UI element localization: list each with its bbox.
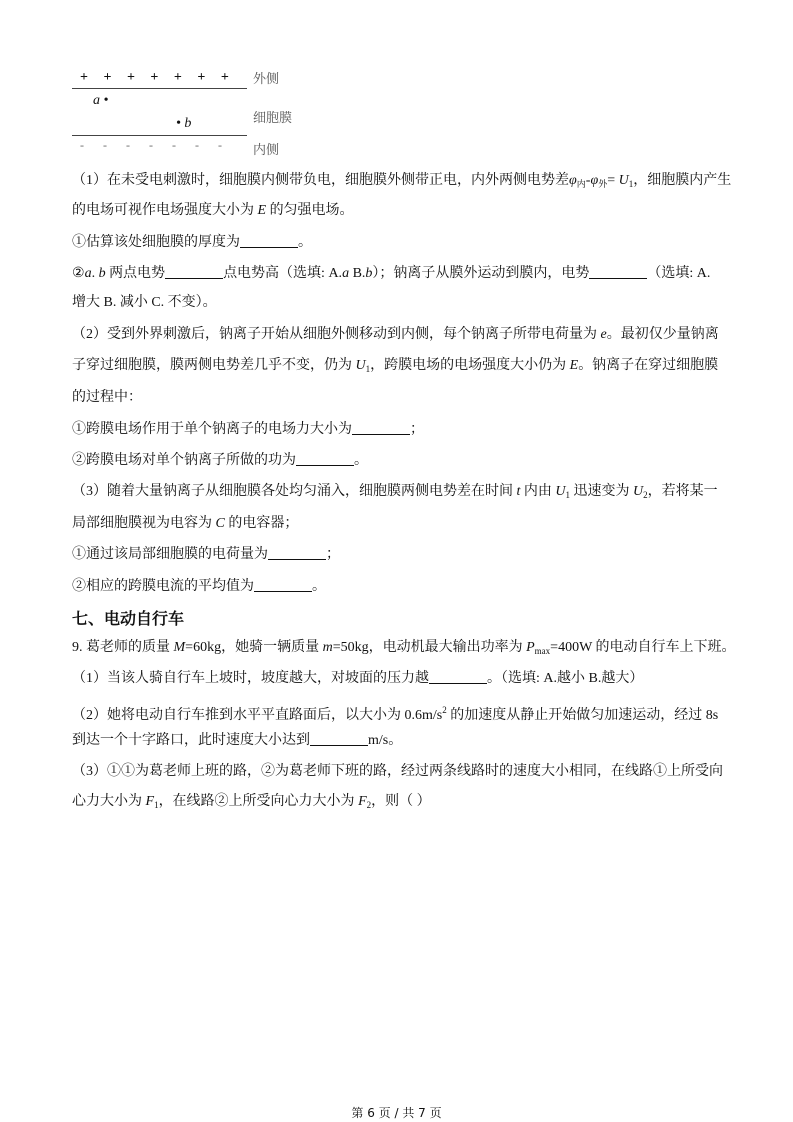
text-line (72, 731, 402, 751)
text-segment: m/s。 (368, 733, 403, 748)
text-line (72, 514, 298, 534)
text-segment: ； (326, 547, 340, 562)
subscript: 2 (643, 490, 648, 500)
text-line (72, 700, 719, 723)
subscript: 内 (576, 179, 586, 189)
text-line (72, 792, 431, 812)
text-segment: =60kg，她骑一辆质量 (185, 640, 323, 655)
cell-membrane-diagram (72, 66, 332, 161)
text-segment: 。 (312, 579, 326, 594)
text-line (72, 201, 354, 221)
text-segment: 的电容器； (224, 516, 299, 531)
text-segment: ①通过该局部细胞膜的电荷量为 (72, 547, 268, 562)
math-variable: φ (590, 173, 599, 188)
answer-blank (589, 264, 647, 279)
text-segment: （选填: A. (647, 266, 711, 281)
text-segment: B. (349, 266, 366, 281)
text-segment: ②相应的跨膜电流的平均值为 (72, 579, 254, 594)
label-membrane: 细胞膜 (253, 111, 293, 126)
label-outside: 外侧 (253, 72, 280, 87)
subscript: 1 (365, 364, 371, 374)
text-segment: （1）当该人骑自行车上坡时，坡度越大，对坡面的压力越 (72, 671, 429, 686)
text-segment: 。（选填: A.越小 B.越大） (487, 671, 644, 686)
math-variable: P (526, 640, 535, 655)
math-variable: M (173, 640, 186, 655)
text-segment: 到达一个十字路口，此时速度大小达到 (72, 733, 310, 748)
text-line (72, 451, 368, 471)
text-segment: 的电场可视作电场强度大小为 (72, 203, 258, 218)
text-segment: （1）在未受电刺激时，细胞膜内侧带负电，细胞膜外侧带正电，内外两侧电势差 (72, 173, 569, 188)
text-segment: ①估算该处细胞膜的厚度为 (72, 235, 240, 250)
answer-blank (254, 577, 312, 592)
math-variable: F (145, 794, 155, 809)
text-segment: （2）受到外界刺激后，钠离子开始从细胞外侧移动到内侧，每个钠离子所带电荷量为 (72, 327, 601, 342)
text-line (72, 171, 731, 191)
point-b: • b (176, 116, 192, 131)
text-line (72, 233, 312, 253)
text-line (72, 638, 736, 658)
section-heading: 七、电动自行车 (72, 609, 185, 628)
math-variable: a (84, 266, 92, 281)
math-variable: U (355, 358, 366, 373)
math-variable: φ (569, 173, 577, 188)
point-a-label: a (93, 93, 100, 108)
superscript: 2 (442, 705, 447, 715)
text-segment: ）；钠离子从膜外运动到膜内，电势 (372, 266, 590, 281)
text-segment: . (91, 266, 96, 281)
answer-blank (268, 545, 326, 560)
text-segment: 增大 B. 减小 C. 不变）。 (72, 295, 217, 310)
text-segment: 。 (354, 453, 368, 468)
answer-blank (165, 264, 223, 279)
text-segment: 。钠离子在穿过细胞膜 (578, 358, 719, 373)
text-line (72, 545, 340, 565)
page-footer: 第 6 页 / 共 7 页 (351, 1106, 442, 1120)
text-line (72, 356, 718, 376)
math-variable: U (555, 484, 566, 499)
text-segment: ，跨膜电场的电场强度大小仍为 (370, 358, 570, 373)
text-segment: 点电势高（选填: A. (223, 266, 343, 281)
text-segment: =50kg，电动机最大输出功率为 (332, 640, 527, 655)
point-a: a • (93, 93, 109, 108)
text-line (72, 264, 710, 284)
answer-blank (240, 233, 298, 248)
answer-blank (310, 731, 368, 746)
math-variable: m (322, 640, 333, 655)
subscript: 1 (154, 800, 159, 810)
subscript: max (534, 646, 551, 656)
text-segment: （3）①①为葛老师上班的路，②为葛老师下班的路，经过两条线路时的速度大小相同，在线路①上所受向 (72, 764, 723, 779)
text-line (72, 420, 424, 440)
label-inside: 内侧 (253, 143, 280, 158)
math-variable: t (516, 484, 521, 499)
text-segment: ，细胞膜内产生 (633, 173, 732, 188)
answer-blank (429, 669, 487, 684)
positive-charges: + + + + + + + (80, 70, 235, 85)
text-segment: 内由 (520, 484, 556, 499)
text-segment: （3）随着大量钠离子从细胞膜各处均匀涌入，细胞膜两侧电势差在时间 (72, 484, 517, 499)
text-line (72, 293, 217, 313)
text-segment: ② (72, 266, 85, 281)
subscript: 2 (366, 800, 372, 810)
text-segment: 9. 葛老师的质量 (72, 640, 174, 655)
text-segment: 的匀强电场。 (266, 203, 354, 218)
text-segment: 的加速度从静止开始做匀加速运动，经过 8s (446, 708, 719, 723)
inner-membrane-line (72, 135, 247, 136)
math-variable: b (95, 266, 106, 281)
math-variable: E (257, 203, 267, 218)
text-segment: 心力大小为 (72, 794, 146, 809)
outer-membrane-line (72, 88, 247, 89)
text-segment: （2）她将电动自行车推到水平平直路面后，以大小为 0.6m/s (72, 708, 443, 723)
answer-blank (352, 420, 410, 435)
text-segment: ①跨膜电场作用于单个钠离子的电场力大小为 (72, 422, 352, 437)
text-segment: 两点电势 (105, 266, 166, 281)
text-segment: ②跨膜电场对单个钠离子所做的功为 (72, 453, 296, 468)
text-segment: 。 (298, 235, 312, 250)
text-segment: ，则（ ） (371, 794, 431, 809)
text-segment: 的过程中： (72, 390, 142, 405)
subscript: 外 (598, 179, 608, 189)
math-variable: C (215, 516, 225, 531)
text-segment: 子穿过细胞膜，膜两侧电势差几乎不变，仍为 (72, 358, 356, 373)
math-variable: e (600, 327, 607, 342)
text-segment: 局部细胞膜视为电容为 (72, 516, 216, 531)
math-variable: U (633, 484, 644, 499)
text-line (72, 577, 326, 597)
text-line (72, 762, 723, 782)
text-segment: =400W 的电动自行车上下班。 (550, 640, 736, 655)
math-variable: a (342, 266, 350, 281)
text-segment: = (607, 173, 619, 188)
math-variable: b (365, 266, 373, 281)
text-line (72, 388, 142, 408)
text-segment: ，在线路②上所受向心力大小为 (158, 794, 359, 809)
math-variable: U (618, 173, 629, 188)
text-segment: 迅速变为 (570, 484, 634, 499)
math-variable: E (569, 358, 579, 373)
text-segment: 。最初仅少量钠离 (606, 327, 719, 342)
text-segment: ，若将某一 (647, 484, 718, 499)
text-segment: ； (410, 422, 424, 437)
math-variable: F (358, 794, 367, 809)
subscript: 1 (565, 490, 571, 500)
text-line (72, 669, 643, 689)
answer-blank (296, 451, 354, 466)
text-line (72, 482, 718, 502)
text-line (72, 325, 719, 345)
subscript: 1 (628, 179, 634, 189)
negative-charges: - - - - - - - (80, 138, 230, 152)
text-segment: - (585, 173, 591, 188)
point-b-label: b (184, 116, 192, 131)
